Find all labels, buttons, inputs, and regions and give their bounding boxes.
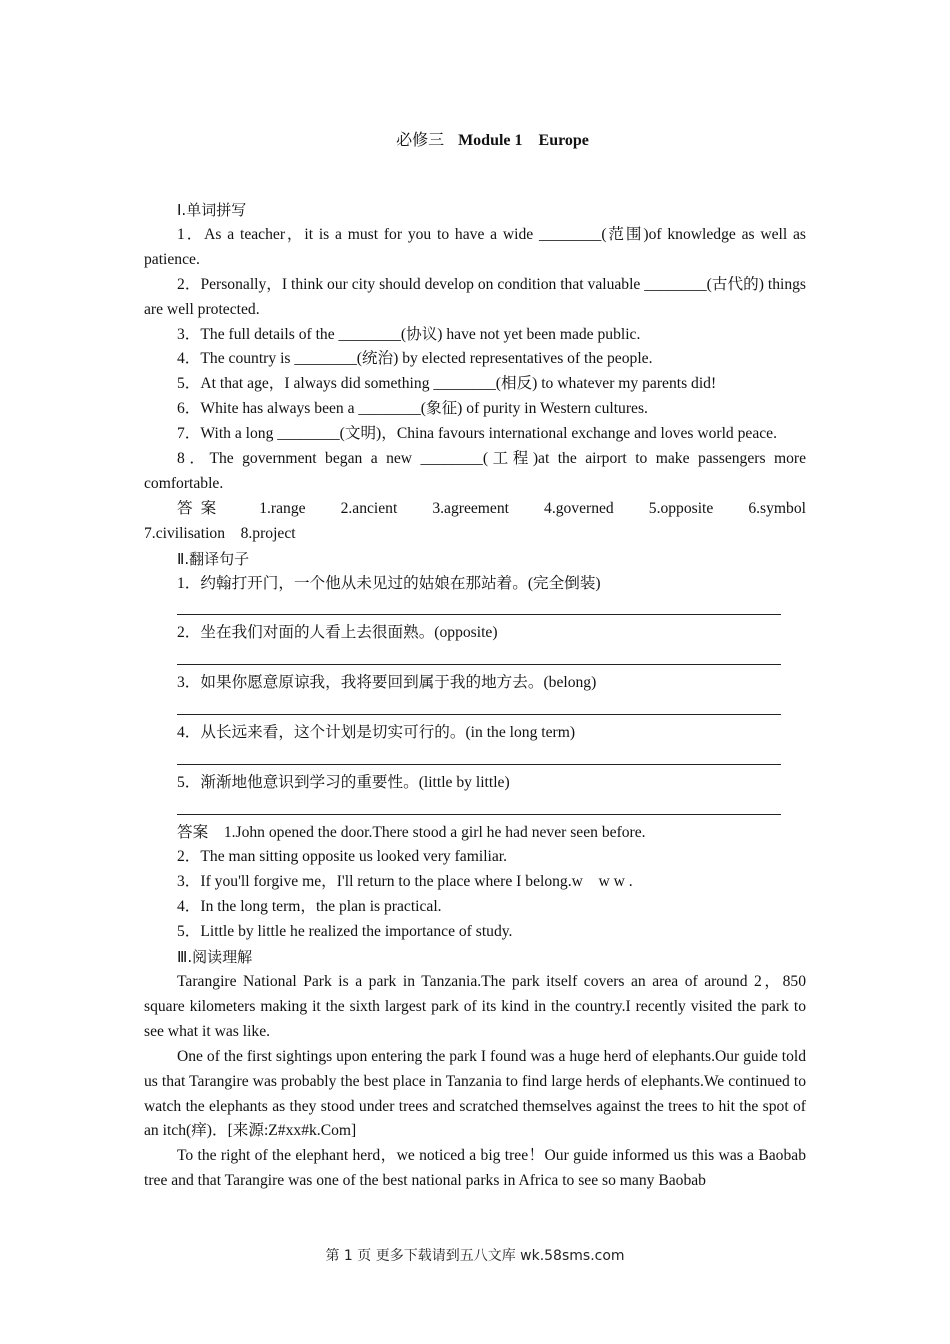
spelling-item: 8．The government began a new ________(工程)at the airport to make passengers more comfortable. <box>144 450 806 492</box>
document-body <box>144 198 806 1194</box>
section-heading-reading: Ⅲ.阅读理解 <box>177 948 253 967</box>
spelling-item: 4．The country is ________(统治) by elected representatives of the people. <box>177 350 653 368</box>
translation-answer: 1.John opened the door.There stood a girl he had never seen before. <box>223 823 646 841</box>
translation-answer: 5．Little by little he realized the importance of study. <box>177 923 513 941</box>
translation-answer-first <box>144 821 806 846</box>
answer-label: 答案 <box>177 823 209 841</box>
answer-blank-line[interactable] <box>177 640 781 665</box>
answer-item: 6.symbol <box>748 499 806 517</box>
translation-item: 4．从长远来看，这个计划是切实可行的。(in the long term) <box>177 723 576 741</box>
page-footer: 第 1 页 更多下载请到五八文库 wk.58sms.com <box>325 1248 625 1264</box>
spelling-item: 6．White has always been a ________(象征) of purity in Western cultures. <box>177 400 648 418</box>
page-title <box>0 127 950 150</box>
reading-paragraph: To the right of the elephant herd，we noticed a big tree！Our guide informed us this was a Baobab tree and that Tarangire was one of the best national parks in Africa to see so many Baobab <box>144 1147 806 1190</box>
translation-answer: 4．In the long term，the plan is practical. <box>177 898 442 916</box>
spelling-answers-row2: 7.civilisation 8.project <box>144 524 296 542</box>
spelling-item: 5．At that age，I always did something ________(相反) to whatever my parents did! <box>177 375 717 393</box>
title-en: Module 1 Europe <box>458 132 589 149</box>
answer-blank-line[interactable] <box>177 690 781 715</box>
answer-item: 5.opposite <box>648 499 714 517</box>
answer-blank-line[interactable] <box>177 790 781 815</box>
title-cn: 必修三 <box>396 132 445 149</box>
spelling-item: 2．Personally，I think our city should develop on condition that valuable ________(古代的) things are well protected. <box>144 275 806 318</box>
spelling-item: 7．With a long ________(文明)，China favours international exchange and loves world peace. <box>177 425 778 443</box>
answer-item: 1.range <box>259 499 306 517</box>
reading-paragraph: Tarangire National Park is a park in Tanzania.The park itself covers an area of around 2，850 square kilometers making it the sixth largest park of its kind in the country.I recently visited the park to see what it was like. <box>144 973 806 1040</box>
answer-item: 4.governed <box>544 499 614 517</box>
translation-item: 1．约翰打开门，一个他从未见过的姑娘在那站着。(完全倒装) <box>177 574 601 592</box>
translation-item: 3．如果你愿意原谅我，我将要回到属于我的地方去。(belong) <box>177 674 597 692</box>
spelling-answers-row <box>144 497 806 522</box>
reading-paragraph: One of the first sightings upon entering the park I found was a huge herd of elephants.Our guide told us that Tarangire was probably the best place in Tanzania to find large herds of elephants.We continued to watch the elephants as they stood under trees and scratched themselves against the trees to hit the spot of an itch(痒)．[来源:Z#xx#k.Com] <box>144 1047 806 1140</box>
answer-blank-line[interactable] <box>177 740 781 765</box>
translation-item: 2．坐在我们对面的人看上去很面熟。(opposite) <box>177 624 498 642</box>
translation-answer: 2．The man sitting opposite us looked very familiar. <box>177 848 508 866</box>
answer-item: 2.ancient <box>340 499 398 517</box>
section-heading-translation: Ⅱ.翻译句子 <box>177 549 250 568</box>
spelling-item: 3．The full details of the ________(协议) have not yet been made public. <box>177 325 641 343</box>
spelling-item: 1．As a teacher，it is a must for you to have a wide ________(范围)of knowledge as well as patience. <box>144 225 806 268</box>
translation-answer: 3．If you'll forgive me，I'll return to the place where I belong.w w w . <box>177 873 633 891</box>
answer-label: 答案 <box>177 499 225 517</box>
translation-item: 5．渐渐地他意识到学习的重要性。(little by little) <box>177 773 510 791</box>
answer-item: 3.agreement <box>432 499 509 517</box>
section-heading-spelling: Ⅰ.单词拼写 <box>177 201 247 219</box>
answer-blank-line[interactable] <box>177 591 781 616</box>
